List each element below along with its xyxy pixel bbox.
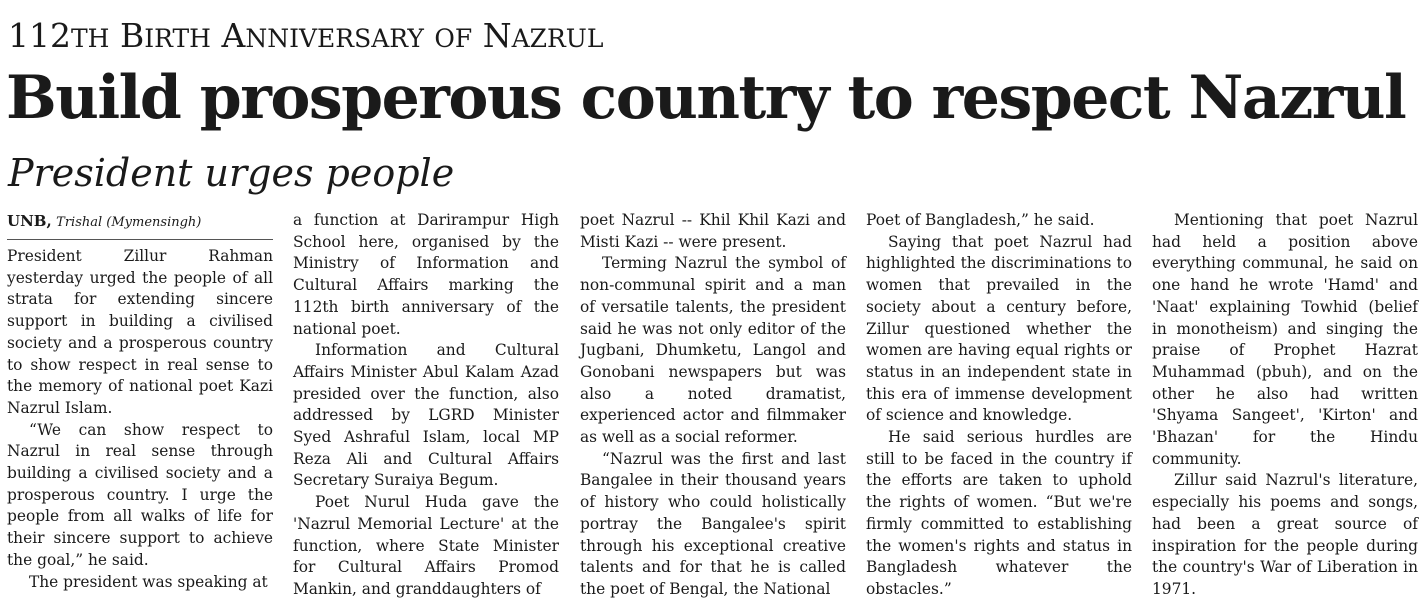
kicker-of: OF (434, 24, 473, 53)
headline: Build prosperous country to respect Nazrul (6, 63, 1406, 133)
article-column-5 (1152, 210, 1418, 601)
byline (7, 210, 273, 240)
kicker-number: 112 (8, 16, 71, 55)
byline-agency: UNB, (7, 212, 52, 230)
kicker-birth-rest: IRTH (144, 24, 211, 53)
paragraph: The president was speaking at (29, 572, 268, 591)
kicker-anniversary-rest: NNIVERSARY (245, 24, 424, 53)
paragraph: President Zillur Rahman yesterday urged the people of all strata for extending sincere support in building a civilised society and a prosperous country to show respect in real sense to the memory of national poet Kazi Nazrul Islam. (7, 247, 273, 417)
article-column-1 (7, 210, 273, 593)
article-kicker (8, 16, 603, 59)
article-column-3 (580, 210, 846, 601)
paragraph: Poet of Bangladesh,” he said. (866, 211, 1095, 229)
kicker-anniversary-initial: A (221, 16, 246, 55)
paragraph: He said serious hurdles are still to be faced in the country if the efforts are taken to uphold the rights of women. “But we're firmly committed to establishing the women's rights and status in Bangladesh whatever the obstacles.” (866, 428, 1132, 598)
paragraph: Mentioning that poet Nazrul had held a position above everything communal, he said on one hand he wrote 'Hamd' and 'Naat' explaining Towhid (belief in monotheism) and singing the praise of Prophet Hazrat Muhammad (pbuh), and on the other he also had written 'Shyama Sangeet', 'Kirton' and 'Bhazan' for the Hindu community. (1152, 211, 1418, 468)
paragraph: Saying that poet Nazrul had highlighted the discriminations to women that prevailed in the society about a century before, Zillur questioned whether the women are having equal rights or status in an independent state in this era of immense development of science and knowledge. (866, 232, 1132, 425)
paragraph: Terming Nazrul the symbol of non-communal spirit and a man of versatile talents, the president said he was not only editor of the Jugbani, Dhumketu, Langol and Gonobani newspapers but was also a noted dramatist, experienced actor and filmmaker as well as a social reformer. (580, 254, 846, 447)
paragraph: Poet Nurul Huda gave the 'Nazrul Memorial Lecture' at the function, where State Minister for Cultural Affairs Promod Mankin, and granddaughters of (293, 493, 559, 598)
article-column-2 (293, 210, 559, 601)
paragraph: Information and Cultural Affairs Minister Abul Kalam Azad presided over the function, also addressed by LGRD Minister Syed Ashraful Islam, local MP Reza Ali and Cultural Affairs Secretary Suraiya Begum. (293, 341, 559, 490)
paragraph: “We can show respect to Nazrul in real sense through building a civilised society and a prosperous country. I urge the people from all walks of life for their sincere support to achieve the goal,” he said. (7, 420, 273, 569)
subheadline: President urges people (8, 151, 455, 195)
article-column-4 (866, 210, 1132, 601)
paragraph: Zillur said Nazrul's literature, especially his poems and songs, had been a great source of inspiration for the people during the country's War of Liberation in 1971. (1152, 471, 1418, 598)
kicker-nazrul-rest: AZRUL (511, 24, 604, 53)
paragraph: a function at Darirampur High School here, organised by the Ministry of Information and Cultural Affairs marking the 112th birth anniversary of the national poet. (293, 211, 559, 338)
kicker-ordinal: TH (71, 24, 110, 53)
byline-place: Trishal (Mymensingh) (56, 215, 202, 230)
kicker-nazrul-initial: N (482, 16, 512, 55)
kicker-birth-initial: B (119, 16, 145, 55)
paragraph: “Nazrul was the first and last Bangalee in their thousand years of history who could holistically portray the Bangalee's spirit through his exceptional creative talents and for that he is called the poet of Bengal, the National (580, 449, 846, 598)
paragraph: poet Nazrul -- Khil Khil Kazi and Misti Kazi -- were present. (580, 211, 846, 251)
